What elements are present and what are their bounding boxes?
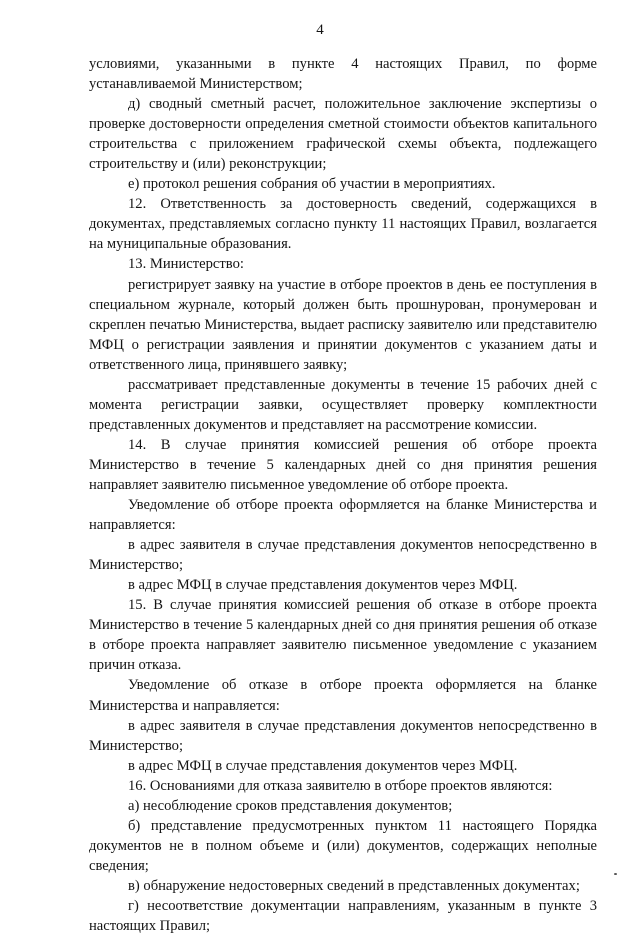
paragraph-item-e: е) протокол решения собрания об участии в мероприятиях.: [128, 176, 496, 193]
paragraph-13-register: регистрирует заявку на участие в отборе проектов в день ее поступления в специальном журнале, который должен быть прошнурован, пронумерован и скреплен печатью Министерства, выдает расписку заявителю или представителю МФЦ о регистрации заявления и принятии документов с указанием даты и ответственного лица, принявшего заявку;: [89, 276, 597, 373]
paragraph-13: 13. Министерство:: [128, 256, 244, 273]
paragraph-item-d: д) сводный сметный расчет, положительное заключение экспертизы о проверке достоверности определения сметной стоимости объектов капитального строительства с приложением графической схемы объекта, подлежащего строительству и (или) реконструкции;: [89, 96, 597, 173]
paragraph-15-notice: Уведомление об отказе в отборе проекта оформляется на бланке Министерства и направляется:: [89, 677, 597, 714]
paragraph-15-mfc: в адрес МФЦ в случае представления документов через МФЦ.: [128, 757, 518, 774]
paragraph-15-applicant: в адрес заявителя в случае представления документов непосредственно в Министерство;: [89, 717, 597, 754]
paragraph-14-notice: Уведомление об отборе проекта оформляется на бланке Министерства и направляется:: [89, 497, 597, 534]
paragraph-14: 14. В случае принятия комиссией решения об отборе проекта Министерство в течение 5 календарных дней со дня принятия решения направляет заявителю письменное уведомление об отборе проекта.: [89, 436, 597, 493]
paragraph-16-v: в) обнаружение недостоверных сведений в представленных документах;: [128, 877, 580, 894]
paragraph-13-review: рассматривает представленные документы в течение 15 рабочих дней с момента регистрации заявки, осуществляет проверку комплектности представленных документов и представляет на рассмотрение комиссии.: [89, 376, 597, 433]
paragraph-16-a: а) несоблюдение сроков представления документов;: [128, 797, 453, 814]
paragraph-16-g: г) несоответствие документации направлениям, указанным в пункте 3 настоящих Правил;: [89, 897, 597, 935]
paragraph-12: 12. Ответственность за достоверность сведений, содержащихся в документах, представляемых согласно пункту 11 настоящих Правил, возлагается на муниципальные образования.: [89, 196, 597, 253]
paragraph-14-applicant: в адрес заявителя в случае представления документов непосредственно в Министерство;: [89, 537, 597, 574]
paragraph-14-mfc: в адрес МФЦ в случае представления документов через МФЦ.: [128, 577, 518, 594]
paragraph-16-b: б) представление предусмотренных пунктом 11 настоящего Порядка документов не в полном объеме и (или) документов, содержащих неполные сведения;: [89, 817, 597, 874]
paragraph-15: 15. В случае принятия комиссией решения об отказе в отборе проекта Министерство в течение 5 календарных дней со дня принятия решения об отказе в отборе проекта направляет заявителю письменное уведомление с указанием причин отказа.: [89, 597, 597, 674]
document-body: [89, 54, 597, 936]
page-number: 4: [316, 22, 324, 38]
paragraph-16: 16. Основаниями для отказа заявителю в отборе проектов являются:: [128, 777, 553, 794]
scan-speck: [614, 873, 617, 875]
paragraph-continuation: условиями, указанными в пункте 4 настоящих Правил, по форме устанавливаемой Министерством;: [89, 56, 597, 93]
